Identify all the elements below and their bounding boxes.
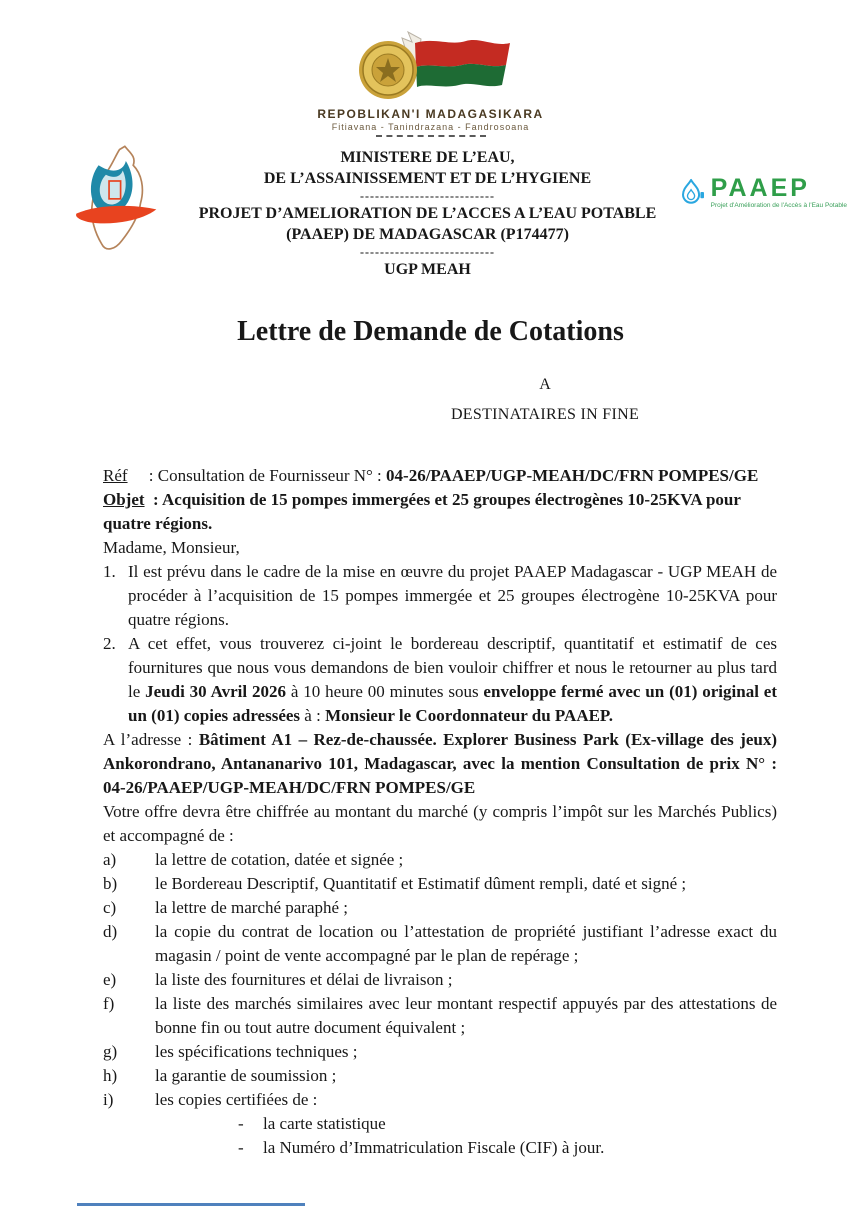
dash-bullet: - <box>238 1114 244 1133</box>
requirement-text: la lettre de marché paraphé ; <box>155 898 349 917</box>
paaep-acronym: PAAEP <box>710 173 810 202</box>
requirement-letter: g) <box>103 1042 118 1061</box>
item2-run1: A cet effet, vous trouverez ci-joint le bordereau descriptif, quantitatif et estimatif de ces fournitures que nous vous demandons de bien vouloir chiffrer et nous le retourner au plus tard le <box>128 634 777 701</box>
paaep-tagline: Projet d'Amélioration de l'Accès à l'Eau Potable <box>710 201 847 209</box>
object-separator: : <box>144 490 163 509</box>
addressee-block <box>395 376 695 424</box>
item-number: 2. <box>103 634 116 653</box>
requirement-text: la lettre de cotation, datée et signée ; <box>155 850 404 869</box>
requirement-f <box>103 992 777 1040</box>
requirement-h <box>103 1064 777 1088</box>
requirement-text: la liste des fournitures et délai de livraison ; <box>155 970 453 989</box>
address-label: A l’adresse : <box>103 730 199 749</box>
paaep-wordmark <box>710 173 847 209</box>
requirement-letter: h) <box>103 1066 118 1085</box>
numbered-item-2 <box>103 632 777 728</box>
paaep-drop-icon <box>679 159 707 225</box>
item2-deadline: Jeudi 30 Avril 2026 <box>145 682 286 701</box>
requirement-a <box>103 848 777 872</box>
addressee-to: A <box>539 376 551 393</box>
certified-copy-text: la carte statistique <box>263 1114 386 1133</box>
madagascar-flag-seal-icon <box>316 30 546 100</box>
item-text: Il est prévu dans le cadre de la mise en œuvre du projet PAAEP Madagascar - UGP MEAH de procéder à l’acquisition de 15 pompes immergée et 25 groupes électrogène 10-25KVA pour quatre régions. <box>128 562 777 629</box>
ministry-name-line1: MINISTERE DE L’EAU, <box>340 149 515 166</box>
national-emblem <box>0 0 861 137</box>
requirement-letter: c) <box>103 898 117 917</box>
dash-bullet: - <box>238 1138 244 1157</box>
requirement-text: la garantie de soumission ; <box>155 1066 337 1085</box>
letterhead <box>0 143 861 280</box>
item2-run3: à 10 heure 00 minutes sous <box>286 682 484 701</box>
requirement-i <box>103 1088 777 1112</box>
addressee-name: DESTINATAIRES IN FINE <box>450 406 640 423</box>
requirement-d <box>103 920 777 968</box>
letterhead-text <box>176 143 679 280</box>
address-paragraph <box>103 728 777 800</box>
requirement-letter: d) <box>103 922 118 941</box>
requirement-letter: b) <box>103 874 118 893</box>
project-name-line1: PROJET D’AMELIORATION DE L’ACCES A L’EAU POTABLE <box>198 205 657 222</box>
dash-divider: --------------------------- <box>360 245 495 259</box>
certified-copy-1 <box>103 1112 777 1136</box>
item2-run5: à : <box>300 706 326 725</box>
object-label: Objet <box>103 490 145 509</box>
requirement-letter: a) <box>103 850 117 869</box>
object-text: Acquisition de 15 pompes immergées et 25 groupes électrogènes 10-25KVA pour quatre régions. <box>103 490 741 533</box>
requirement-letter: f) <box>103 994 115 1013</box>
requirement-text: la liste des marchés similaires avec leur montant respectif appuyés par des attestations de bonne fin ou tout autre document équivalent ; <box>155 994 777 1037</box>
emblem-title: REPOBLIKAN'I MADAGASIKARA <box>317 107 544 121</box>
reference-line <box>103 464 777 488</box>
reference-separator: : Consultation de Fournisseur N° : <box>127 466 387 485</box>
item-text <box>128 634 777 725</box>
reference-label: Réf <box>103 466 128 485</box>
requirement-g <box>103 1040 777 1064</box>
madagascar-island-water-icon <box>66 143 171 261</box>
object-line <box>103 488 777 536</box>
requirement-letter: i) <box>103 1090 114 1109</box>
paaep-logo <box>679 143 847 225</box>
requirement-letter: e) <box>103 970 117 989</box>
requirement-text: la copie du contrat de location ou l’attestation de propriété justifiant l’adresse exact du magasin / point de vente accompagné par le plan de repérage ; <box>155 922 777 965</box>
dash-divider: --------------------------- <box>360 189 495 203</box>
requirement-c <box>103 896 777 920</box>
offer-intro: Votre offre devra être chiffrée au montant du marché (y compris l’impôt sur les Marchés Publics) et accompagné de : <box>103 802 777 845</box>
document-title: Lettre de Demande de Cotations <box>237 316 624 347</box>
numbered-item-1 <box>103 560 777 632</box>
footer-accent-line <box>77 1203 305 1206</box>
salutation: Madame, Monsieur, <box>103 538 240 557</box>
address-text: Bâtiment A1 – Rez-de-chaussée. Explorer Business Park (Ex-village des jeux) Ankorondrano, Antananarivo 101, Madagascar, avec la mention Consultation de prix N° : 04-26/PAAEP/UGP-MEAH/DC/FRN POMPES/GE <box>103 730 777 797</box>
project-name-line2: (PAAEP) DE MADAGASCAR (P174477) <box>286 226 569 243</box>
certified-copy-2 <box>103 1136 777 1160</box>
requirement-text: le Bordereau Descriptif, Quantitatif et Estimatif dûment rempli, daté et signé ; <box>155 874 687 893</box>
emblem-divider <box>376 135 486 137</box>
meah-ministry-logo <box>66 143 176 266</box>
requirement-b <box>103 872 777 896</box>
certified-copy-text: la Numéro d’Immatriculation Fiscale (CIF) à jour. <box>263 1138 605 1157</box>
reference-number: 04-26/PAAEP/UGP-MEAH/DC/FRN POMPES/GE <box>386 466 759 485</box>
item2-recipient: Monsieur le Coordonnateur du PAAEP. <box>325 706 614 725</box>
unit-name: UGP MEAH <box>384 261 471 278</box>
letter-body <box>103 464 777 1160</box>
requirement-e <box>103 968 777 992</box>
requirement-text: les spécifications techniques ; <box>155 1042 358 1061</box>
ministry-name-line2: DE L’ASSAINISSEMENT ET DE L’HYGIENE <box>263 170 592 187</box>
emblem-motto: Fitiavana - Tanindrazana - Fandrosoana <box>331 122 530 132</box>
requirement-text: les copies certifiées de : <box>155 1090 318 1109</box>
item2-envelope: enveloppe fermé avec un (01) original et un (01) copies adressées <box>128 682 777 725</box>
item-number: 1. <box>103 562 116 581</box>
